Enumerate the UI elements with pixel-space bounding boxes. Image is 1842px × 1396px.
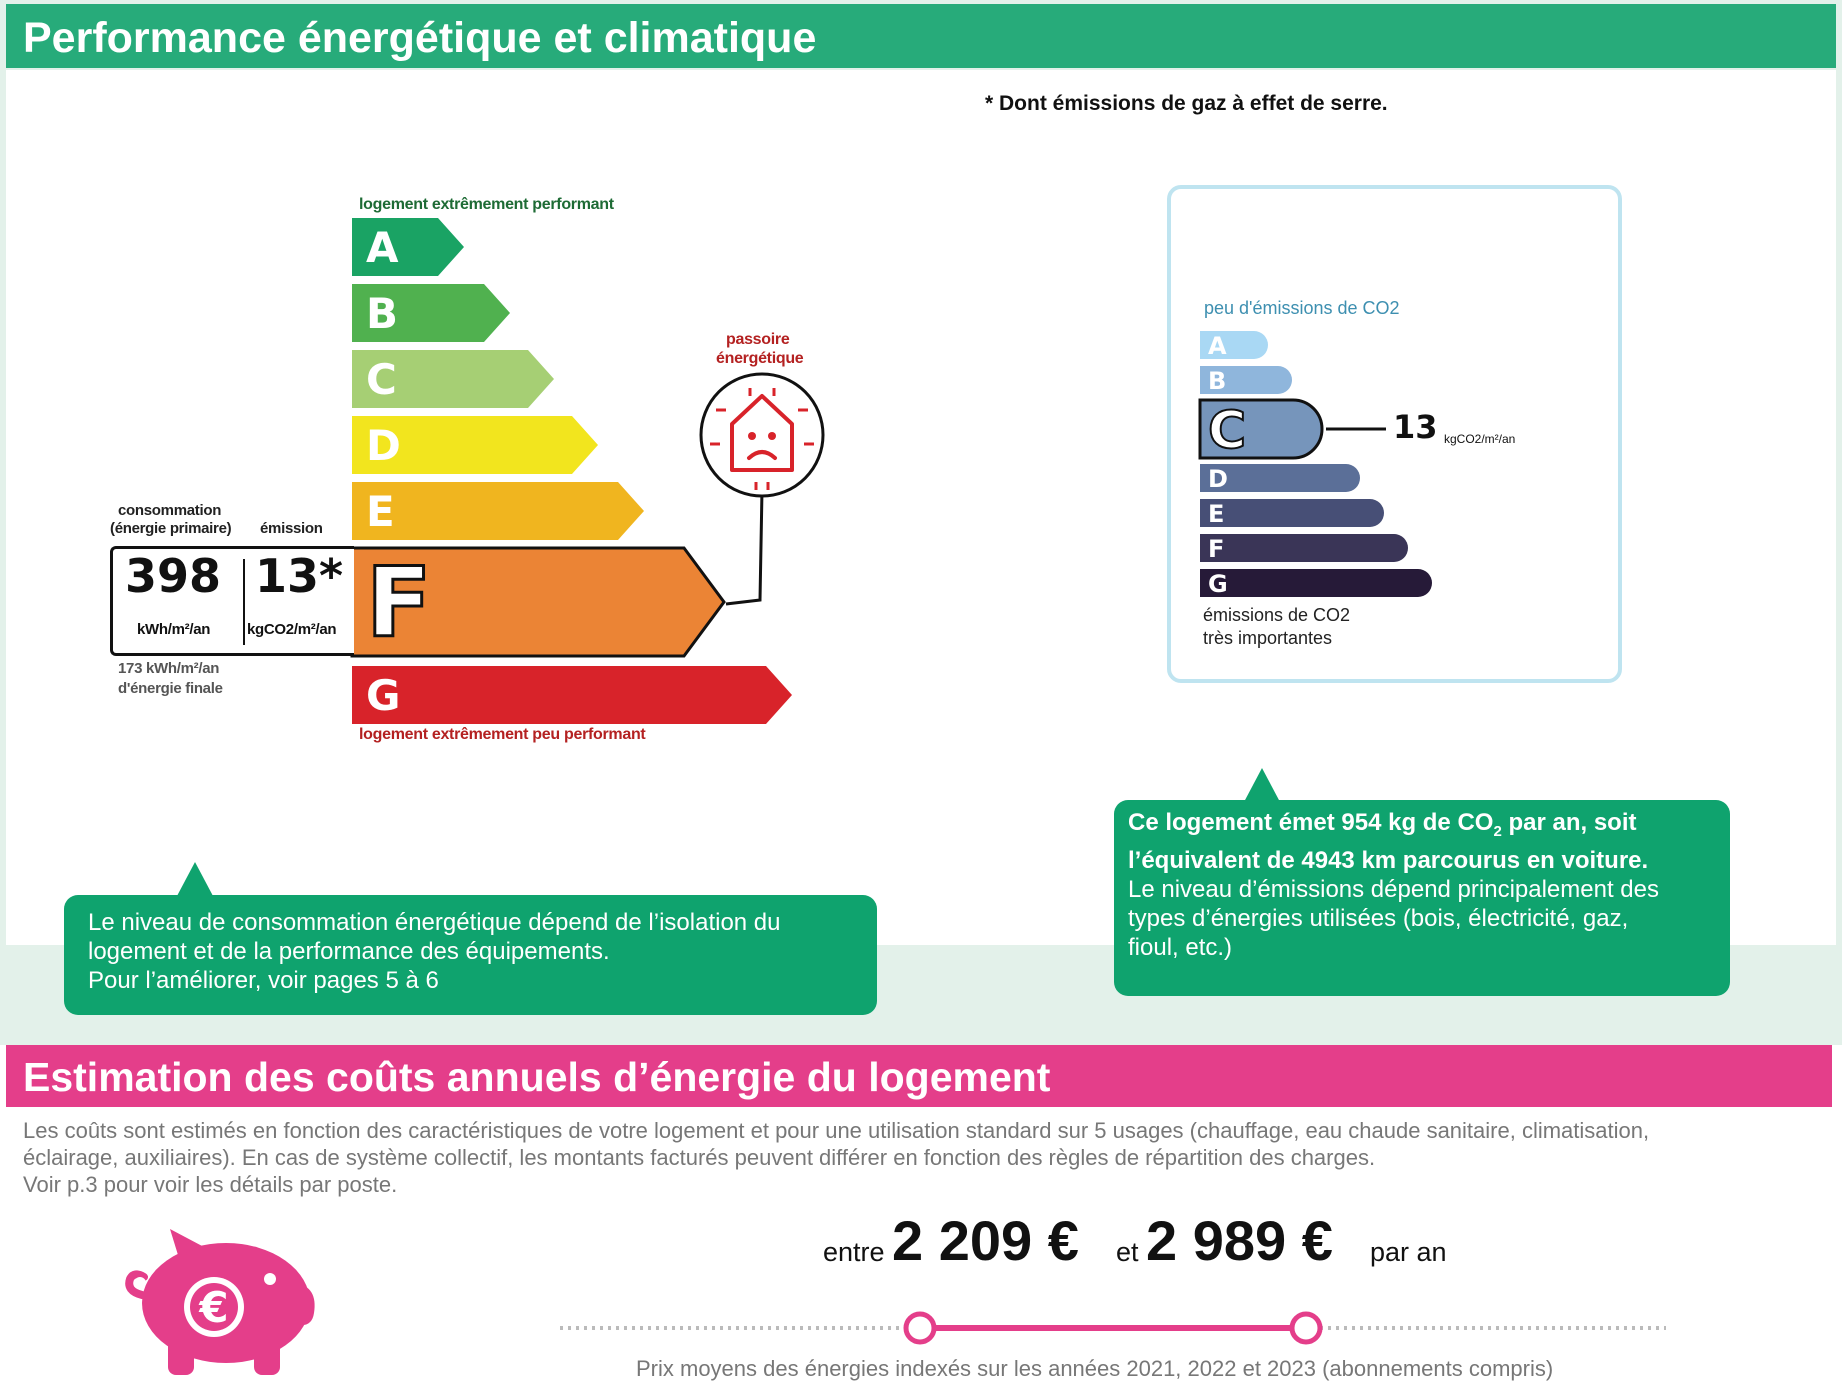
dpe-class-letter: G — [366, 671, 401, 720]
price-note: Prix moyens des énergies indexés sur les années 2021, 2022 et 2023 (abonnements compris) — [636, 1356, 1554, 1381]
bubble-consumption-line2: logement et de la performance des équipements. — [88, 938, 610, 965]
dpe-class-letter: A — [366, 223, 399, 272]
dpe-class-letter: C — [366, 355, 397, 404]
ges-class-letter: D — [1208, 465, 1228, 493]
bubble-emissions-line4: types d’énergies utilisées (bois, électricité, gaz, — [1128, 904, 1629, 932]
emission-header: émission — [260, 520, 323, 537]
range-and-label: et — [1116, 1237, 1139, 1267]
ges-class-letter: A — [1208, 332, 1227, 360]
range-min-value: 2 209 € — [892, 1209, 1079, 1272]
consumption-value: 398 — [125, 549, 222, 603]
bubble-consumption-line1: Le niveau de consommation énergétique dépend de l’isolation du — [88, 909, 781, 936]
dpe-class-letter: B — [366, 289, 399, 338]
svg-text:€: € — [199, 1283, 229, 1332]
range-max-value: 2 989 € — [1146, 1209, 1333, 1272]
costs-section-title: Estimation des coûts annuels d’énergie du logement — [23, 1054, 1051, 1100]
dpe-class-letter: E — [366, 487, 395, 536]
passoire-label: passoire — [726, 331, 790, 348]
range-per-label: par an — [1370, 1237, 1447, 1267]
emission-unit: kgCO2/m²/an — [247, 621, 337, 638]
ges-footnote: * Dont émissions de gaz à effet de serre. — [985, 92, 1388, 115]
consumption-unit: kWh/m²/an — [137, 621, 211, 638]
bubble-emissions-bold1: Ce logement émet 954 kg de $CO_2$ par an, soit — [1128, 809, 1637, 840]
ges-label-bottom: émissions de CO2 — [1203, 605, 1351, 625]
final-energy-label: d'énergie finale — [118, 680, 223, 697]
bubble-consumption-line3: Pour l’améliorer, voir pages 5 à 6 — [88, 967, 439, 994]
costs-description-line2: éclairage, auxiliaires). En cas de système collectif, les montants facturés peuvent différer en fonction des règles de répartition des charges. — [23, 1145, 1376, 1170]
final-energy-value: 173 kWh/m²/an — [118, 660, 220, 677]
ges-class-letter: F — [1208, 535, 1225, 563]
ges-label-bottom-2: très importantes — [1203, 628, 1333, 648]
energy-section-title: Performance énergétique et climatique — [23, 14, 817, 62]
dpe-label-top: logement extrêmement performant — [359, 196, 614, 213]
bubble-emissions-line3: Le niveau d’émissions dépend principalement des — [1128, 875, 1659, 903]
cost-range-min-handle — [906, 1314, 934, 1342]
consumption-header-energy: (énergie primaire) — [110, 520, 232, 537]
ges-class-letter: B — [1208, 367, 1227, 395]
ges-class-letter: E — [1208, 500, 1225, 528]
ges-label-top: peu d'émissions de CO2 — [1204, 298, 1400, 318]
ges-value: 13 — [1393, 408, 1438, 446]
costs-description-line3: Voir p.3 pour voir les détails par poste. — [23, 1172, 398, 1197]
ges-class-letter: G — [1208, 570, 1228, 598]
dpe-label-bottom: logement extrêmement peu performant — [359, 726, 646, 743]
dpe-class-letter: F — [366, 547, 432, 659]
ges-class-letter: C — [1208, 401, 1247, 461]
consumption-header: consommation — [118, 502, 222, 519]
range-between-label: entre — [823, 1237, 885, 1267]
bubble-emissions-bold2: l’équivalent de 4943 km parcourus en voiture. — [1128, 846, 1649, 874]
passoire-label-energy: énergétique — [716, 350, 804, 367]
ges-unit: kgCO2/m²/an — [1444, 432, 1516, 446]
costs-description-line1: Les coûts sont estimés en fonction des caractéristiques de votre logement et pour une utilisation standard sur 5 usages (chauffage, eau chaude sanitaire, climatisation, — [23, 1118, 1650, 1143]
dpe-class-letter: D — [366, 421, 401, 470]
emission-value: 13* — [255, 549, 344, 603]
cost-range-max-handle — [1292, 1314, 1320, 1342]
bubble-emissions-line5: fioul, etc.) — [1128, 933, 1233, 961]
